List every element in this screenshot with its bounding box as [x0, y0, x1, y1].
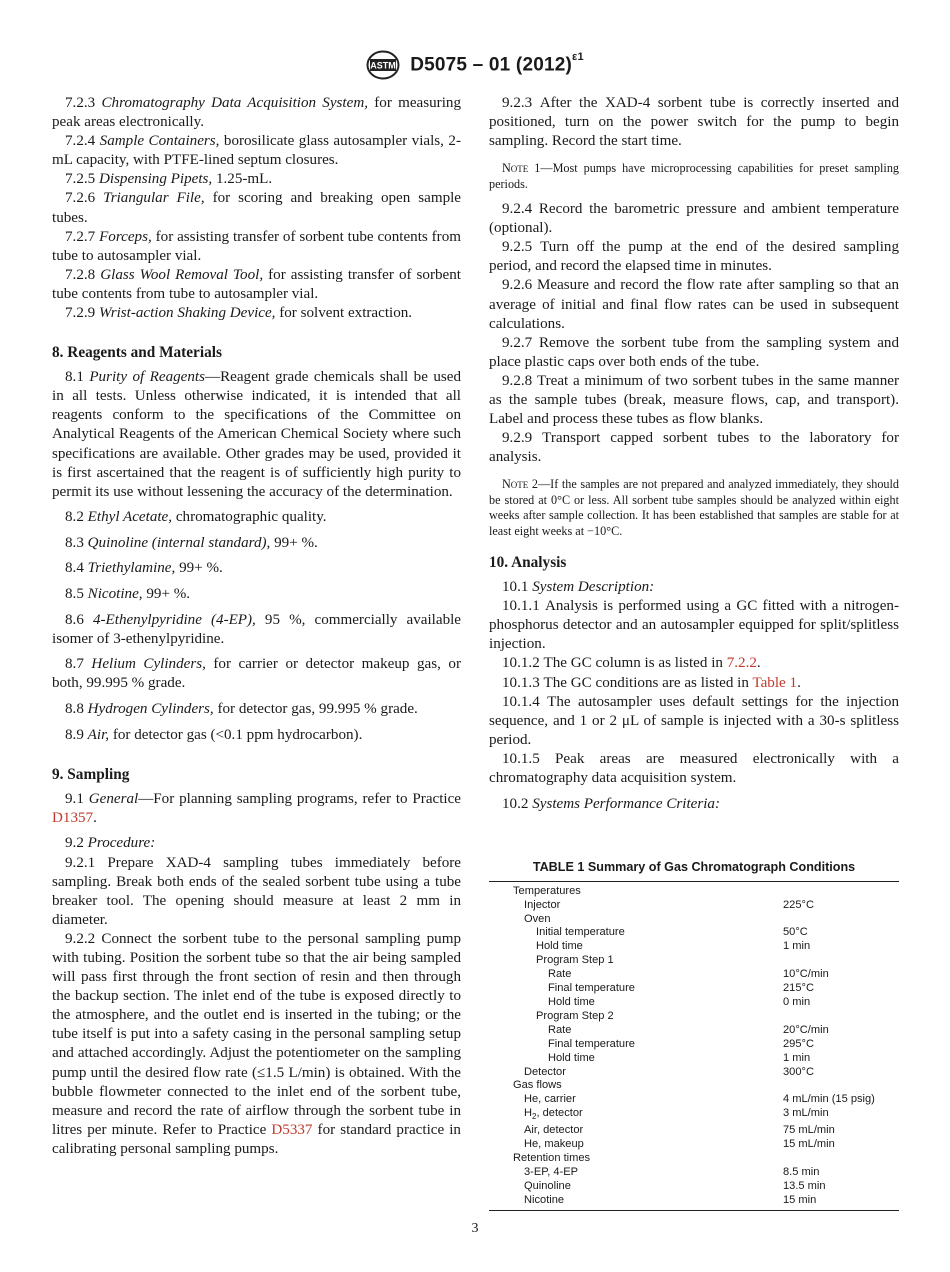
astm-logo-icon	[366, 50, 400, 80]
table-row: Rate 10°C/min	[548, 968, 829, 981]
page-header	[0, 50, 950, 80]
table-row: Injector 225°C	[524, 898, 814, 911]
table-row: Air, detector 75 mL/min	[524, 1124, 835, 1137]
para-9-2-3: 9.2.3 After the XAD-4 sorbent tube is correctly inserted and positioned, turn on the power switch for the pump to begin sampling. Record the start time.	[489, 95, 899, 150]
para-9-2-6: 9.2.6 Measure and record the flow rate after sampling so that an average of initial and final flow rates can be used in subsequent calculations.	[489, 277, 899, 332]
para-9-2-2: 9.2.2 Connect the sorbent tube to the personal sampling pump with tubing. Position the sorbent tube so that the air being sampled will pass first through the front section of resin and then through the backup section. The inlet end of the tube is exposed directly to the atmosphere, and the outlet end is inserted in the tubing; or the tube itself is put into a safety casing in the personal sampling setup and attached accordingly. Adjust the potentiometer on the sampling pump until the desired flow rate (≤1.5 L/min) is obtained. With the bubble flowmeter connected to the inlet end of the sorbent tube, measure and record the rate of airflow through the sorbent tube in litres per minute. Refer to Practice D5337 for standard practice in calibrating personal sampling pumps.	[52, 930, 461, 1157]
para-9-2: 9.2 Procedure:	[65, 835, 156, 852]
para-9-2-4: 9.2.4 Record the barometric pressure and ambient temperature (optional).	[489, 201, 899, 237]
table-row: Temperatures	[513, 884, 581, 897]
link-7-2-2[interactable]: 7.2.2	[726, 655, 757, 672]
para-8-6: 8.6 4-Ethenylpyridine (4-EP), 95 %, commercially available isomer of 3-ethenylpyridine.	[52, 611, 462, 647]
table-row: Final temperature 295°C	[548, 1037, 814, 1050]
para-7-2-8: 7.2.8 Glass Wool Removal Tool, for assisting transfer of sorbent tube contents from tube to autosampler vial.	[52, 266, 461, 302]
para-7-2-3: 7.2.3 Chromatography Data Acquisition System, for measuring peak areas electronically.	[52, 95, 461, 131]
para-10-1-3: 10.1.3 The GC conditions are as listed in Table 1.	[502, 674, 801, 691]
para-7-2-6: 7.2.6 Triangular File, for scoring and breaking open sample tubes.	[52, 190, 462, 226]
para-8-8: 8.8 Hydrogen Cylinders, for detector gas, 99.995 % grade.	[65, 701, 418, 718]
note-1: Note 1—Most pumps have microprocessing capabilities for preset sampling periods.	[489, 161, 900, 191]
link-d1357[interactable]: D1357	[52, 809, 94, 826]
table-row: Rate 20°C/min	[548, 1023, 829, 1036]
para-10-1: 10.1 System Description:	[502, 579, 655, 596]
table-row: Hold time 1 min	[548, 1051, 811, 1064]
note-2: Note 2—If the samples are not prepared and analyzed immediately, they should be stored at 0°C or less. All sorbent tube samples should be analyzed within eight weeks after sample collection. It has been established that samples are stable for at least eight weeks at −10°C.	[489, 477, 899, 538]
para-8-3: 8.3 Quinoline (internal standard), 99+ %.	[65, 534, 318, 551]
table-row: Retention times	[513, 1152, 591, 1165]
table-row: Program Step 2	[536, 1009, 614, 1022]
table-row: Initial temperature 50°C	[536, 926, 808, 939]
para-7-2-9: 7.2.9 Wrist-action Shaking Device, for solvent extraction.	[65, 305, 413, 322]
table-row: $H_2$, detector 3 mL/min	[524, 1107, 829, 1122]
page-number: 3	[471, 1221, 479, 1236]
para-9-2-8: 9.2.8 Treat a minimum of two sorbent tubes in the same manner as the sample tubes (break, measure flows, cap, and transport). Label and process these tubes as flow blanks.	[489, 372, 900, 428]
para-9-2-5: 9.2.5 Turn off the pump at the end of the desired sampling period, and record the elapsed time in minutes.	[489, 239, 899, 275]
para-8-4: 8.4 Triethylamine, 99+ %.	[65, 560, 223, 577]
table-row: 3-EP, 4-EP 8.5 min	[524, 1166, 820, 1179]
epsilon-superscript: ε1	[572, 50, 584, 63]
para-9-2-7: 9.2.7 Remove the sorbent tube from the sampling system and place plastic caps over both ends of the tube.	[489, 334, 899, 370]
table-row: Hold time 0 min	[548, 996, 811, 1008]
para-9-2-1: 9.2.1 Prepare XAD-4 sampling tubes immediately before sampling. Break both ends of the sealed sorbent tube using a tube breaker tool. The opening should measure at least 2 mm in diameter.	[52, 854, 461, 928]
table-row: Program Step 1	[536, 954, 614, 967]
para-10-2: 10.2 Systems Performance Criteria:	[502, 795, 721, 812]
document-designation: D5075 – 01 $(2012)^{\varepsilon 1}$	[410, 50, 584, 76]
para-10-1-1: 10.1.1 Analysis is performed using a GC fitted with a nitrogen-phosphorus detector and an autosampler equipped for split/splitless injection.	[489, 598, 899, 653]
table-row: Detector 300°C	[524, 1065, 814, 1078]
table-row: Oven	[524, 912, 551, 925]
para-7-2-4: 7.2.4 Sample Containers, borosilicate glass autosampler vials, 2-mL capacity, with PTFE-lined septum closures.	[52, 133, 461, 169]
gc-conditions-table	[489, 881, 899, 1211]
para-10-1-5: 10.1.5 Peak areas are measured electronically with a chromatography data acquisition system.	[489, 750, 899, 786]
table-row: He, carrier 4 mL/min (15 psig)	[524, 1093, 875, 1106]
section-10-heading: 10. Analysis	[489, 554, 567, 572]
para-9-1: 9.1 General—For planning sampling programs, refer to Practice D1357.	[52, 790, 462, 826]
section-8-heading: 8. Reagents and Materials	[52, 344, 222, 362]
para-10-1-2: 10.1.2 The GC column is as listed in 7.2.2.	[502, 655, 761, 672]
para-8-2: 8.2 Ethyl Acetate, chromatographic quality.	[65, 509, 327, 526]
para-8-9: 8.9 Air, for detector gas (<0.1 ppm hydrocarbon).	[65, 726, 363, 743]
table-row: Hold time 1 min	[536, 940, 811, 953]
table-row: Final temperature 215°C	[548, 982, 814, 995]
para-9-2-9: 9.2.9 Transport capped sorbent tubes to the laboratory for analysis.	[489, 430, 899, 466]
svg-text:ASTM: ASTM	[370, 60, 396, 71]
table-row: Quinoline 13.5 min	[524, 1180, 826, 1192]
table-row: Gas flows	[513, 1079, 562, 1092]
table-1-title: TABLE 1 Summary of Gas Chromatograph Conditions	[532, 859, 856, 874]
left-column	[52, 94, 461, 1159]
section-9-heading: 9. Sampling	[52, 765, 130, 783]
table-row: Nicotine 15 min	[524, 1193, 817, 1206]
table-row: He, makeup 15 mL/min	[524, 1138, 835, 1151]
link-d5337[interactable]: D5337	[271, 1121, 313, 1138]
para-7-2-5: 7.2.5 Dispensing Pipets, 1.25-mL.	[65, 171, 273, 188]
right-column	[489, 94, 899, 1211]
link-table-1[interactable]: Table 1	[752, 674, 798, 691]
para-10-1-4: 10.1.4 The autosampler uses default settings for the injection sequence, and 1 or 2 μL of sample is injected with a 30-s splitless period.	[489, 693, 899, 748]
para-8-5: 8.5 Nicotine, 99+ %.	[65, 586, 191, 603]
para-8-1: 8.1 Purity of Reagents—Reagent grade chemicals shall be used in all tests. Unless otherwise indicated, it is intended that all reagents conform to the specifications of the Committee on Analytical Reagents of the American Chemical Society where such specifications are available. Other grades may be used, provided it is first ascertained that the reagent is of sufficiently high purity to permit its use without lessening the accuracy of the determination.	[52, 369, 461, 500]
para-7-2-7: 7.2.7 Forceps, for assisting transfer of sorbent tube contents from tube to autosampler vial.	[52, 228, 461, 264]
para-8-7: 8.7 Helium Cylinders, for carrier or detector makeup gas, or both, 99.995 % grade.	[52, 656, 461, 692]
